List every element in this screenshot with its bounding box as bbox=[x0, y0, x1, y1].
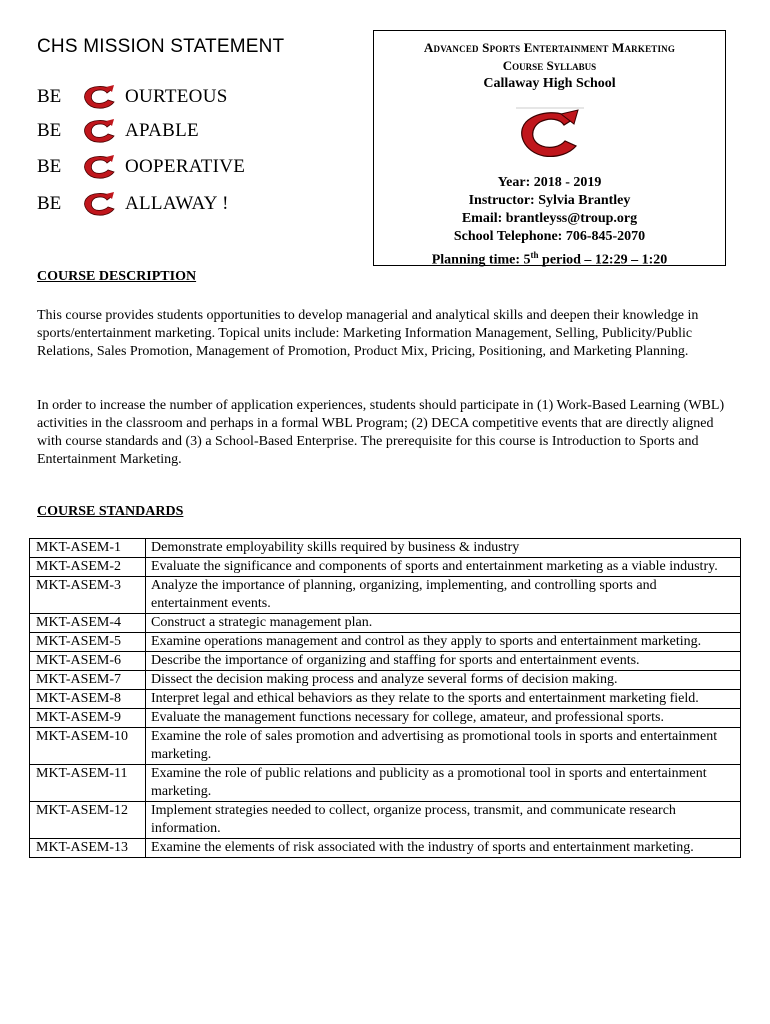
standard-text: Evaluate the significance and components of sports and entertainment marketing as a viable industry. bbox=[146, 558, 741, 577]
table-row bbox=[30, 839, 741, 858]
standard-code: MKT-ASEM-11 bbox=[30, 765, 146, 802]
table-row bbox=[30, 728, 741, 765]
table-row bbox=[30, 690, 741, 709]
mission-statement bbox=[37, 36, 357, 80]
mission-word: ALLAWAY ! bbox=[125, 193, 229, 214]
standard-text: Implement strategies needed to collect, organize process, transmit, and communicate research information. bbox=[146, 802, 741, 839]
standard-text: Dissect the decision making process and analyze several forms of decision making. bbox=[146, 671, 741, 690]
course-info bbox=[374, 174, 725, 270]
standard-code: MKT-ASEM-6 bbox=[30, 652, 146, 671]
standard-text: Demonstrate employability skills required by business & industry bbox=[146, 539, 741, 558]
mission-word: OURTEOUS bbox=[125, 86, 228, 107]
table-row bbox=[30, 652, 741, 671]
course-standards-heading: COURSE STANDARDS bbox=[37, 504, 184, 519]
standard-code: MKT-ASEM-13 bbox=[30, 839, 146, 858]
course-description-paragraph: In order to increase the number of application experiences, students should participate in (1) Work-Based Learning (WBL) activities in the classroom and perhaps in a formal WBL Program; (2) DECA competitive events that are directly aligned with course standards and (3) a School-Based Enterprise. The prerequisite for this course is Introduction to Sports and Entertainment Marketing. bbox=[37, 398, 725, 467]
c-logo-icon bbox=[81, 118, 119, 144]
table-row bbox=[30, 765, 741, 802]
school-c-logo-icon bbox=[512, 106, 588, 162]
standard-code: MKT-ASEM-12 bbox=[30, 802, 146, 839]
course-description-heading: COURSE DESCRIPTION bbox=[37, 269, 197, 284]
planning-suffix: period – 12:29 – 1:20 bbox=[538, 252, 668, 268]
email: Email: brantleyss@troup.org bbox=[461, 211, 638, 226]
c-logo-icon bbox=[81, 191, 119, 217]
planning-prefix: Planning time: 5 bbox=[431, 252, 531, 268]
mission-be: BE bbox=[37, 120, 62, 141]
mission-row bbox=[37, 189, 229, 219]
mission-row bbox=[37, 116, 199, 146]
mission-word: OOPERATIVE bbox=[125, 156, 246, 177]
standard-text: Examine the role of public relations and publicity as a promotional tool in sports and entertainment marketing. bbox=[146, 765, 741, 802]
table-row bbox=[30, 802, 741, 839]
standard-code: MKT-ASEM-3 bbox=[30, 577, 146, 614]
mission-be: BE bbox=[37, 86, 62, 107]
standard-text: Examine the elements of risk associated with the industry of sports and entertainment marketing. bbox=[146, 839, 741, 858]
table-row bbox=[30, 709, 741, 728]
mission-word: APABLE bbox=[125, 120, 199, 141]
standards-table bbox=[29, 538, 741, 858]
standard-text: Analyze the importance of planning, organizing, implementing, and controlling sports and entertainment events. bbox=[146, 577, 741, 614]
table-row bbox=[30, 671, 741, 690]
standard-text: Construct a strategic management plan. bbox=[146, 614, 741, 633]
standard-code: MKT-ASEM-2 bbox=[30, 558, 146, 577]
standard-text: Describe the importance of organizing and staffing for sports and entertainment events. bbox=[146, 652, 741, 671]
course-subtitle: Course Syllabus bbox=[502, 58, 597, 73]
mission-be: BE bbox=[37, 193, 62, 214]
school-telephone: School Telephone: 706-845-2070 bbox=[453, 229, 646, 244]
mission-row bbox=[37, 82, 228, 112]
standard-code: MKT-ASEM-5 bbox=[30, 633, 146, 652]
course-description-paragraph: This course provides students opportunities to develop managerial and analytical skills and deepen their knowledge in sports/entertainment marketing. Topical units include: Marketing Information Management, Selling, Publicity/Public Relations, Sales Promotion, Management of Promotion, Product Mix, Pricing, Positioning, and Marketing Planning. bbox=[37, 308, 699, 359]
c-logo-icon bbox=[81, 154, 119, 180]
syllabus-header-box bbox=[373, 30, 726, 266]
table-row bbox=[30, 633, 741, 652]
mission-title: CHS MISSION STATEMENT bbox=[37, 36, 285, 57]
school-year: Year: 2018 - 2019 bbox=[497, 175, 602, 190]
school-name: Callaway High School bbox=[483, 76, 616, 91]
mission-be: BE bbox=[37, 156, 62, 177]
standard-text: Examine operations management and control as they apply to sports and entertainment marketing. bbox=[146, 633, 741, 652]
standard-code: MKT-ASEM-8 bbox=[30, 690, 146, 709]
c-logo-icon bbox=[81, 84, 119, 110]
planning-time bbox=[374, 246, 725, 270]
course-title: Advanced Sports Entertainment Marketing bbox=[423, 40, 676, 55]
planning-sup: th bbox=[530, 250, 539, 260]
standard-code: MKT-ASEM-7 bbox=[30, 671, 146, 690]
mission-row bbox=[37, 152, 245, 182]
table-row bbox=[30, 577, 741, 614]
standard-text: Interpret legal and ethical behaviors as they relate to the sports and entertainment marketing field. bbox=[146, 690, 741, 709]
standard-code: MKT-ASEM-9 bbox=[30, 709, 146, 728]
standard-text: Evaluate the management functions necessary for college, amateur, and professional sports. bbox=[146, 709, 741, 728]
instructor: Instructor: Sylvia Brantley bbox=[468, 193, 631, 208]
standard-code: MKT-ASEM-1 bbox=[30, 539, 146, 558]
table-row bbox=[30, 558, 741, 577]
table-row bbox=[30, 539, 741, 558]
table-row bbox=[30, 614, 741, 633]
standard-text: Examine the role of sales promotion and advertising as promotional tools in sports and entertainment marketing. bbox=[146, 728, 741, 765]
standard-code: MKT-ASEM-4 bbox=[30, 614, 146, 633]
standard-code: MKT-ASEM-10 bbox=[30, 728, 146, 765]
